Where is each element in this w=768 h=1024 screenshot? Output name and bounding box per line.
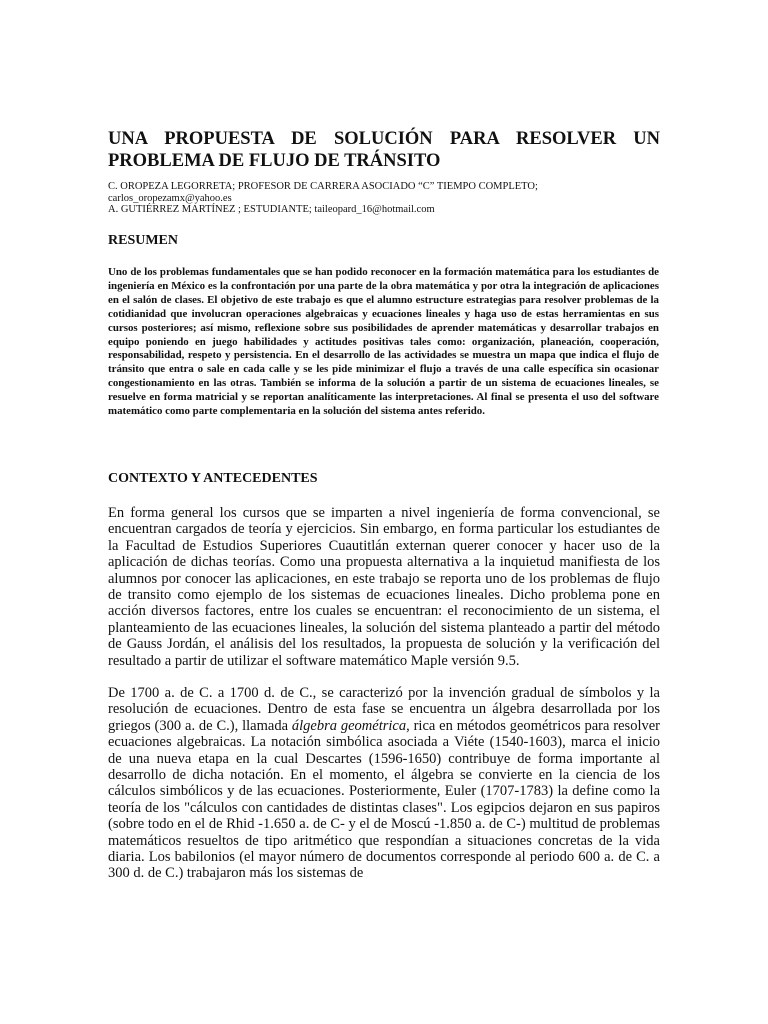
section-heading-contexto: CONTEXTO Y ANTECEDENTES: [108, 471, 318, 486]
paper-title: UNA PROPUESTA DE SOLUCIÓN PARA RESOLVER UN PROBLEMA DE FLUJO DE TRÁNSITO: [108, 129, 660, 171]
paragraph-2-text-a: De 1700 a. de C. a 1700 d. de C., se caracterizó por la invención gradual de símbolos y la resolución de ecuaciones. Dentro de esta fase se encuentra un álgebra desarrollada por los griegos (300 a. de C.), llamada: [108, 685, 660, 734]
abstract-text: Uno de los problemas fundamentales que se han podido reconocer en la formación matemática para los estudiantes de ingeniería en México es la confrontación por una parte de la obra matemática y por otra la integración de aplicaciones en el salón de clases. El objetivo de este trabajo es que el alumno estructure estrategias para resolver problemas de la cotidianidad que involucran operaciones algebraicas y ecuaciones lineales y haga uso de estas herramientas en sus cursos posteriores; así mismo, reflexione sobre sus posibilidades de aprender matemáticas y desarrollar trabajos en equipo poniendo en juego habilidades y actitudes positivas tales como: organización, planeación, cooperación, responsabilidad, respeto y persistencia. En el desarrollo de las actividades se muestra un mapa que indica el flujo de tránsito que entra o sale en cada calle y se les pide minimizar el flujo a través de una calle específica sin ocasionar congestionamiento en las otras. También se informa de la solución a partir de un sistema de ecuaciones lineales, se resuelve en forma matricial y se reportan analíticamente las interpretaciones. Al final se presenta el uso del software matemático como parte complementaria en la solución del sistema antes referido.: [108, 266, 659, 418]
body-paragraph-2: [108, 685, 660, 882]
author-line-2: A. GUTIÉRREZ MARTÍNEZ ; ESTUDIANTE; taileopard_16@hotmail.com: [108, 204, 435, 215]
body-paragraph-1: En forma general los cursos que se imparten a nivel ingeniería de forma convencional, se encuentran cargados de teoría y ejercicios. Sin embargo, en forma particular los estudiantes de la Facultad de Estudios Superiores Cuautitlán externan querer conocer y hacer uso de la aplicación de dichas teorías. Como una propuesta alternativa a la inquietud manifiesta de los alumnos por conocer las aplicaciones, en este trabajo se reporta uno de los problemas de flujo de transito como ejemplo de los sistemas de ecuaciones lineales. Dicho problema pone en acción diversos factores, entre los cuales se encuentran: el reconocimiento de un sistema, el planteamiento de las ecuaciones lineales, la solución del sistema planteado a partir del método de Gauss Jordán, el análisis del los resultados, la propuesta de solución y la verificación del resultado a partir de utilizar el software matemático Maple versión 9.5.: [108, 505, 660, 669]
author-block: [108, 181, 668, 216]
author-line-1: C. OROPEZA LEGORRETA; PROFESOR DE CARRERA ASOCIADO “C” TIEMPO COMPLETO;: [108, 181, 538, 192]
section-heading-resumen: RESUMEN: [108, 233, 179, 248]
paragraph-2-italic-term: álgebra geométrica: [291, 717, 407, 734]
author-email-1: carlos_oropezamx@yahoo.es: [108, 192, 232, 204]
paragraph-2-text-b: , rica en métodos geométricos para resolver ecuaciones algebraicas. La notación simbólica asociada a Viéte (1540-1603), marca el inicio de una nueva etapa en la cual Descartes (1596-1650) contribuye de forma importante al desarrollo de dicha notación. En el momento, el álgebra se convierte en la ciencia de los cálculos simbólicos y de las ecuaciones. Posteriormente, Euler (1707-1783) la define como la teoría de los "cálculos con cantidades de distintas clases". Los egipcios dejaron en sus papiros (sobre todo en el de Rhid -1.650 a. de C- y el de Moscú -1.850 a. de C-) multitud de problemas matemáticos resueltos de tipo aritmético que respondían a situaciones concretas de la vida diaria. Los babilonios (el mayor número de documentos corresponde al periodo 600 a. de C. a 300 d. de C.) trabajaron más los sistemas de: [108, 717, 660, 882]
